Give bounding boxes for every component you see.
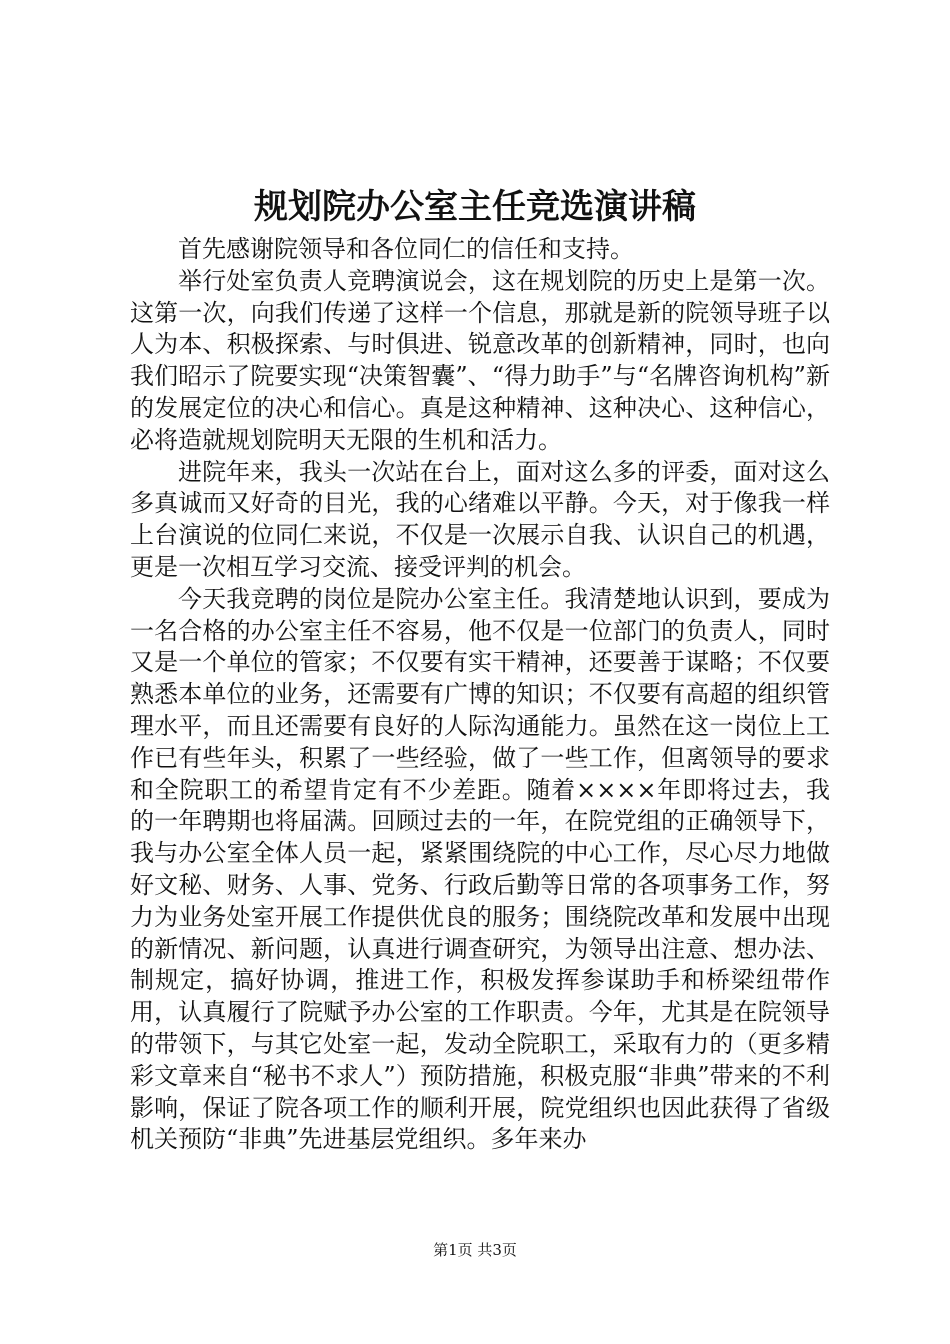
paragraph: 首先感谢院领导和各位同仁的信任和支持。 (178, 235, 634, 263)
paragraph: 举行处室负责人竞聘演说会，这在规划院的历史上是第一次。这第一次，向我们传递了这样一个信息，那就是新的院领导班子以人为本、积极探索、与时俱进、锐意改革的创新精神，同时，也向我们昭示了院要实现“决策智囊”、“得力助手”与“名牌咨询机构”新的发展定位的决心和信心。真是这种精神、这种决心、这种信心，必将造就规划院明天无限的生机和活力。 (130, 266, 830, 454)
page-title: 规划院办公室主任竞选演讲稿 (254, 187, 696, 227)
document-body (130, 234, 830, 1156)
paragraph: 进院年来，我头一次站在台上，面对这么多的评委，面对这么多真诚而又好奇的目光，我的心绪难以平静。今天，对于像我一样上台演说的位同仁来说，不仅是一次展示自我、认识自己的机遇，更是一次相互学习交流、接受评判的机会。 (130, 457, 830, 581)
page-footer: 第1页 共3页 (433, 1241, 517, 1259)
paragraph: 今天我竞聘的岗位是院办公室主任。我清楚地认识到，要成为一名合格的办公室主任不容易，他不仅是一位部门的负责人，同时又是一个单位的管家；不仅要有实干精神，还要善于谋略；不仅要熟悉本单位的业务，还需要有广博的知识；不仅要有高超的组织管理水平，而且还需要有良好的人际沟通能力。虽然在这一岗位上工作已有些年头，积累了一些经验，做了一些工作，但离领导的要求和全院职工的希望肯定有不少差距。随着××××年即将过去，我的一年聘期也将届满。回顾过去的一年，在院党组的正确领导下，我与办公室全体人员一起，紧紧围绕院的中心工作，尽心尽力地做好文秘、财务、人事、党务、行政后勤等日常的各项事务工作，努力为业务处室开展工作提供优良的服务；围绕院改革和发展中出现的新情况、新问题，认真进行调查研究，为领导出注意、想办法、制规定，搞好协调，推进工作，积极发挥参谋助手和桥梁纽带作用，认真履行了院赋予办公室的工作职责。今年，尤其是在院领导的带领下，与其它处室一起，发动全院职工，采取有力的（更多精彩文章来自“秘书不求人”）预防措施，积极克服“非典”带来的不利影响，保证了院各项工作的顺利开展，院党组织也因此获得了省级机关预防“非典”先进基层党组织。多年来办 (130, 584, 830, 1154)
